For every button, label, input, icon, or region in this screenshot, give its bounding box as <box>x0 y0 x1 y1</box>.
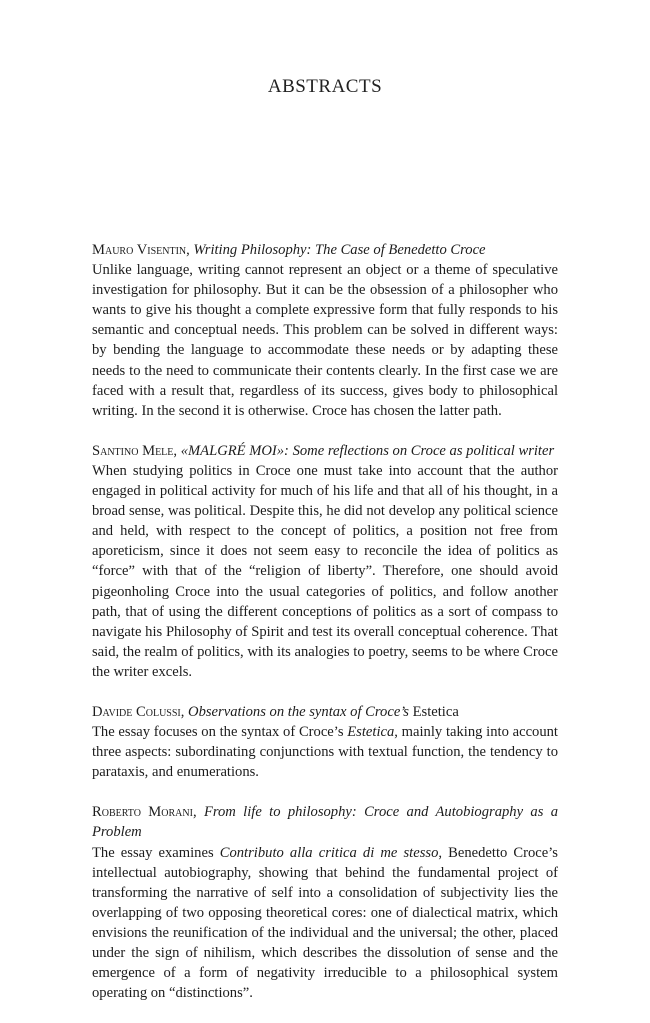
abstract-body <box>92 461 558 682</box>
abstract-heading: Roberto Morani, From life to philosophy: Croce and Autobiography as a Problem <box>92 804 559 841</box>
abstract-entry-visentin <box>92 240 558 421</box>
abstract-body-work-title: Contributo alla critica di me stesso <box>219 844 439 861</box>
abstract-heading: Mauro Visentin, Writing Philosophy: The Case of Benedetto Croce <box>92 242 486 258</box>
abstract-entry-colussi <box>92 702 558 782</box>
abstract-title: Writing Philosophy: The Case of Benedetto Croce <box>193 242 486 258</box>
abstract-body <box>92 722 558 782</box>
abstract-entry-mele <box>92 441 558 682</box>
abstract-body-text: The essay focuses on the syntax of Croce’s <box>92 724 348 741</box>
abstract-body-work-title: Estetica <box>347 724 395 741</box>
abstract-body-text: When studying politics in Croce one must take into account that the author engaged in political activity for much of his life and that all of his thought, in a broad sense, was political. Despite this, he did not develop any political science and held, with respect to the concept of politics, a position not free from aporeticism, since it does not seem easy to reconcile the idea of politics as “force” with that of the “religion of liberty”. Therefore, one should avoid pigeonholing Croce into the usual categories of politics, and follow another path, that of using the different conceptions of politics as a sort of compass to navigate his Philosophy of Spirit and test its overall conceptual coherence. That said, the realm of politics, with its analogies to poetry, seems to be where Croce the writer excels. <box>92 462 558 680</box>
abstract-body-text: Unlike language, writing cannot represent an object or a theme of speculative investigation for philosophy. But it can be the obsession of a philosopher who wants to give his thought a complete expressive form that fully responds to his semantic and conceptual needs. This problem can be solved in different ways: by bending the language to accommodate these needs or by adapting these needs to the need to communicate their contents clearly. In the first case we are faced with a result that, regardless of its success, gives body to philosophical writing. In the second it is otherwise. Croce has chosen the latter path. <box>92 262 558 419</box>
abstract-author: Davide Colussi <box>92 703 181 720</box>
abstract-title: «MALGRÉ MOI»: Some reflections on Croce as political writer <box>180 442 555 459</box>
abstract-author: Santino Mele <box>92 442 174 459</box>
abstracts-list <box>92 240 558 1023</box>
abstract-body <box>92 843 558 1004</box>
abstract-title: Observations on the syntax of Croce’s <box>188 703 413 720</box>
abstract-heading: Davide Colussi, Observations on the syntax of Croce’s Estetica <box>92 703 459 720</box>
abstract-body-text: , mainly taking into account three aspects: subordinating conjunctions with textual function, the tendency to parataxis, and enumerations. <box>92 724 558 781</box>
abstract-title: From life to philosophy: Croce and Autobiography as a Problem <box>92 804 559 841</box>
abstract-body <box>92 260 558 421</box>
abstract-body-text: The essay examines <box>92 844 220 861</box>
abstract-entry-morani <box>92 802 558 1003</box>
page-title: ABSTRACTS <box>267 76 383 97</box>
abstract-author: Mauro Visentin <box>92 242 187 258</box>
abstract-author: Roberto Morani <box>92 804 193 821</box>
abstract-title-work: Estetica <box>412 703 459 720</box>
abstract-body-text: , Benedetto Croce’s intellectual autobiography, showing that behind the fundamental project of transforming the narrative of self into a consolidation of subjectivity lies the overlapping of two opposing theoretical cores: one of dialectical matrix, which envisions the reunification of the individual and the universal; the other, placed under the sign of nihilism, which describes the dissolution of sense and the emergence of a form of negativity irreducible to a philosophical system operating on “distinctions”. <box>92 844 558 1002</box>
abstract-heading: Santino Mele, «MALGRÉ MOI»: Some reflections on Croce as political writer <box>92 442 555 459</box>
